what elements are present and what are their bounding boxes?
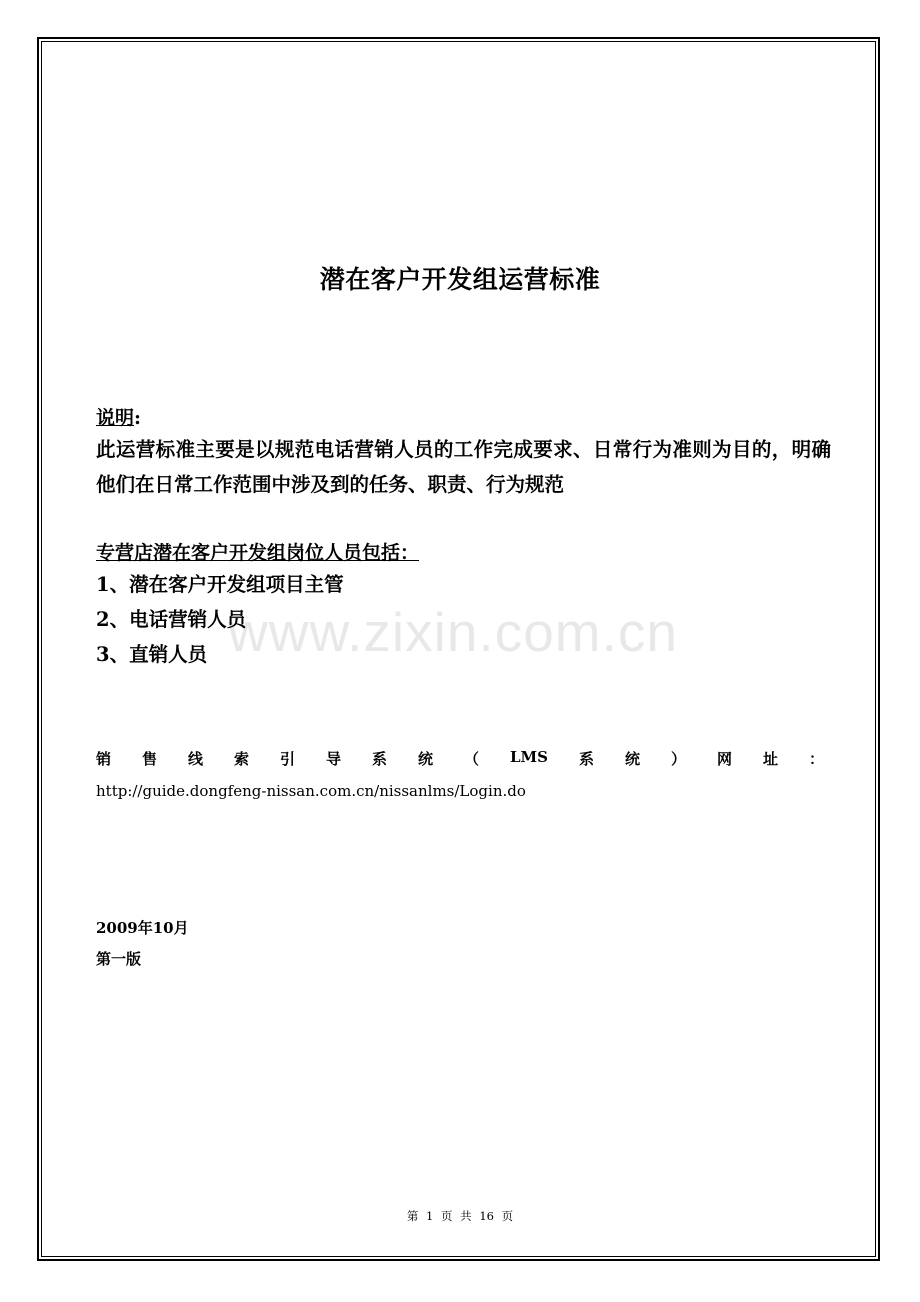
system-label-char: 系: [372, 750, 388, 768]
system-label-line: [96, 748, 824, 769]
system-label-char: ：: [808, 750, 824, 768]
document-date: 2009年10月: [96, 919, 189, 937]
note-text: 此运营标准主要是以规范电话营销人员的工作完成要求、日常行为准则为目的，明确他们在日常工作范围中涉及到的任务、职责、行为规范: [96, 438, 831, 496]
system-label-char: 引: [280, 750, 296, 768]
system-label-char: 导: [326, 750, 342, 768]
system-label-char: 销: [96, 750, 112, 768]
system-section: [96, 748, 831, 800]
note-label: 说明: [96, 407, 135, 429]
date-section: [96, 917, 831, 969]
note-colon: :: [134, 407, 142, 429]
roles-heading: 专营店潜在客户开发组岗位人员包括：: [96, 542, 420, 564]
note-section: [96, 403, 831, 502]
system-label-char: 统: [624, 750, 640, 768]
note-heading: [96, 403, 831, 430]
system-url: http://guide.dongfeng-nissan.com.cn/nissanlms/Login.do: [96, 782, 526, 800]
system-label-char: 统: [418, 750, 434, 768]
document-edition: 第一版: [96, 950, 142, 968]
system-label-char: ）: [670, 750, 686, 768]
system-label-char: （: [464, 750, 480, 768]
roles-list: [96, 567, 831, 672]
role-item: 3、直销人员: [96, 643, 208, 666]
page-footer: 第 1 页 共 16 页: [406, 1209, 514, 1223]
watermark: www.zixin.com.cn: [228, 601, 678, 663]
system-label-char: 址: [762, 750, 778, 768]
system-label-char: 售: [142, 750, 158, 768]
system-label-char: 线: [188, 750, 204, 768]
system-label-char: 索: [234, 750, 250, 768]
system-label-char: LMS: [510, 748, 548, 766]
roles-section: [96, 538, 831, 672]
system-label-char: 网: [716, 750, 732, 768]
role-item: 1、潜在客户开发组项目主管: [96, 573, 344, 596]
system-label-char: 系: [578, 750, 594, 768]
role-item: 2、电话营销人员: [96, 608, 247, 631]
document-title: 潜在客户开发组运营标准: [319, 265, 601, 294]
